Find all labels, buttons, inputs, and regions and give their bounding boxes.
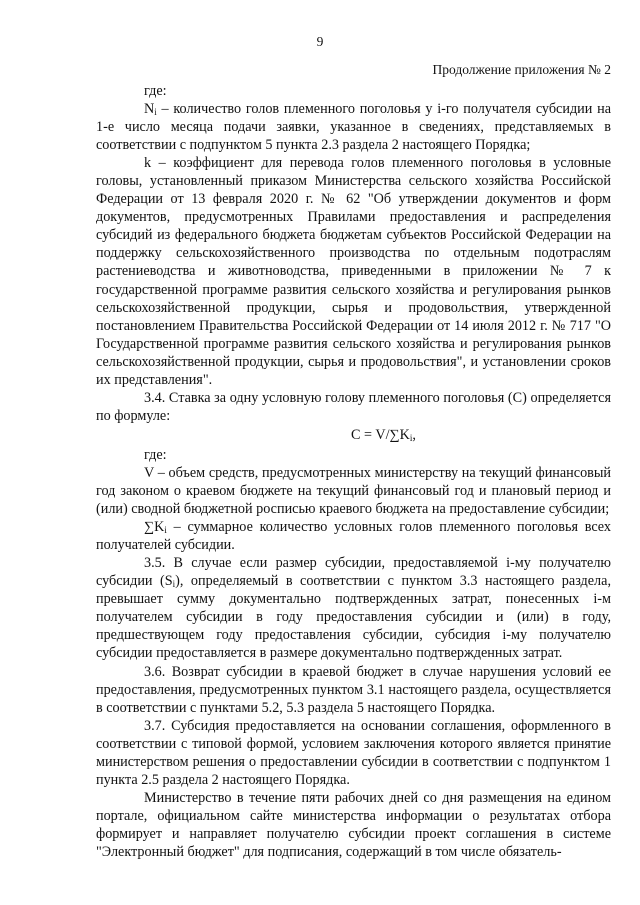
paragraph-ministry: Министерство в течение пяти рабочих дней со дня размещения на едином портале, официальном сайте министерства информации о результатах отбора формирует и направляет получателю субсидии проект соглашения в системе "Электронный бюджет" для подписания, содержащий в том числе обязатель- xyxy=(96,789,611,860)
paragraph-3-7: 3.7. Субсидия предоставляется на основании соглашения, оформленного в соответствии с типовой формой, условием заключения которого является принятие министерством решения о предоставлении субсидии в соответствии с подпунктом 1 пункта 2.5 раздела 2 настоящего Порядка. xyxy=(96,717,611,788)
paragraph-3-6: 3.6. Возврат субсидии в краевой бюджет в случае нарушения условий ее предоставления, предусмотренных пунктом 3.1 настоящего раздела, осуществляется в соответствии с пунктами 5.2, 5.3 раздела 5 настоящего Порядка. xyxy=(96,663,611,716)
formula xyxy=(96,426,611,444)
si-subscript: i xyxy=(172,579,176,590)
page-number: 9 xyxy=(316,34,324,49)
paragraph-3-5 xyxy=(96,554,611,662)
formula-subscript: i xyxy=(409,432,413,443)
formula-main: C = V/∑K xyxy=(351,426,410,443)
paragraph-3-5-end: ), определяемый в соответствии с пунктом 3.3 настоящего раздела, превышает сумму документально подтвержденных затрат, понесенных i-м получателем субсидии в году предоставления субсидии и (или) в году, предшествующем году предоставления субсидии, субсидия i-му получателю субсидии предоставляется в размере документально подтвержденных затрат. xyxy=(96,573,611,662)
formula-end: , xyxy=(412,426,416,443)
paragraph-ni-definition xyxy=(96,100,611,154)
paragraph-3-5-start: 3.5. В случае если размер субсидии, предоставляемой i-му получателю субсидии (S xyxy=(96,555,611,590)
paragraph-where-1: где: xyxy=(144,83,167,99)
paragraph-sum-ki-definition xyxy=(96,518,611,554)
ni-definition-text: – количество голов племенного поголовья у i-го получателя субсидии на 1-е число месяца подачи заявки, указанное в сведениях, представляемых в соответствии с подпунктом 5 пункта 2.3 раздела 2 настоящего Порядка; xyxy=(96,101,611,154)
paragraph-where-2: где: xyxy=(144,446,167,463)
sum-ki-symbol: ∑K xyxy=(144,519,165,536)
paragraph-3-4: 3.4. Ставка за одну условную голову племенного поголовья (С) определяется по формуле: xyxy=(96,389,611,424)
ni-subscript: i xyxy=(154,107,157,118)
paragraph-k-definition: k – коэффициент для перевода голов племенного поголовья в условные головы, установленный приказом Министерства сельского хозяйства Российской Федерации от 13 февраля 2020 г. № 62 "Об утверждении документов и форм документов, предусмотренных Правилами предоставления и распределения субсидий из федерального бюджета бюджетам субъектов Российской Федерации на поддержку сельскохозяйственного производства по отдельным подотраслям растениеводства и животноводства, приведенными в приложении № 7 к государственной программе развития сельского хозяйства и регулирования рынков сельскохозяйственной продукции, сырья и продовольствия, утвержденной постановлением Правительства Российской Федерации от 14 июля 2012 г. № 717 "О Государственной программе развития сельского хозяйства и регулирования рынков сельскохозяйственной продукции, сырья и продовольствия", и установлении сроков их представления". xyxy=(96,155,611,388)
paragraph-v-definition: V – объем средств, предусмотренных министерству на текущий финансовый год законом о краевом бюджете на текущий финансовый год и плановый период и (или) сводной бюджетной росписью краевого бюджета на предоставление субсидии; xyxy=(96,464,611,518)
document-body xyxy=(96,82,611,861)
ni-symbol: N xyxy=(144,101,155,118)
continuation-note: Продолжение приложения № 2 xyxy=(432,62,611,77)
sum-ki-definition-text: – суммарное количество условных голов племенного поголовья всех получателей субсидии. xyxy=(96,519,611,554)
sum-ki-subscript: i xyxy=(164,525,167,536)
